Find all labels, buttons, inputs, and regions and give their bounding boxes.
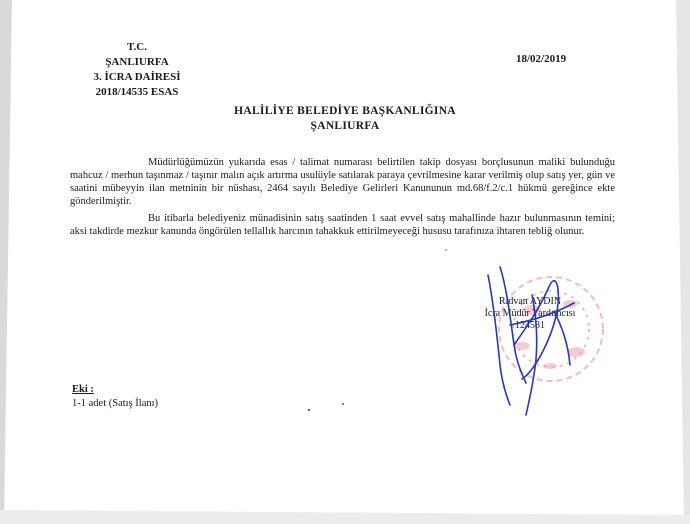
attachments-block: [72, 383, 158, 411]
attachments-title: Eki :: [72, 384, 94, 395]
issuer-line-case-number: 2018/14535 ESAS: [95, 86, 179, 98]
issuer-line-city: ŞANLIURFA: [105, 56, 169, 68]
recipient-line-2: ŞANLIURFA: [310, 120, 380, 132]
document-date: 18/02/2019: [516, 53, 567, 65]
signatory-name: Rıdvan AYDIN: [498, 296, 562, 307]
signatory-title: İcra Müdür Yardımcısı: [484, 308, 576, 319]
recipient-block: [205, 104, 485, 134]
signatory-number: 124581: [515, 320, 545, 331]
body-paragraph-1: Müdürlüğümüzün yukarıda esas / talimat numarası belirtilen takip dosyası borçlusunun maliki bulunduğu mahcuz / merhun taşınmaz / taşınır malın açık artırma usulüyle satılarak paraya çevrilmesine karar verilmiş olup satış yer, gün ve saatini mübeyyin ilan metninin bir nüshası, 2464 sayılı Belediye Gelirleri Kanununun md.68/f.2/c.1 hükmü gereğince ekte gönderilmiştir.: [70, 157, 615, 207]
recipient-line-1: HALİLİYE BELEDİYE BAŞKANLIĞINA: [234, 105, 456, 117]
letter-body: [70, 156, 615, 242]
attachment-item: 1-1 adet (Satış İlanı): [72, 398, 159, 409]
body-paragraph-2: Bu itibarla belediyeniz münadisinin satış saatinden 1 saat evvel satış mahallinde hazır bulunmasının temini; aksi takdirde mezkur kanunda öngörülen tellallık harcının tahakkuk ettirilmeyeceği hususu tarafınıza ihtaren tebliğ olunur.: [70, 213, 615, 237]
handwritten-signature: [470, 255, 590, 425]
issuer-line-office: 3. İCRA DAİRESİ: [93, 71, 181, 83]
issuer-line-country: T.C.: [127, 41, 147, 53]
issuer-block: [62, 40, 212, 100]
